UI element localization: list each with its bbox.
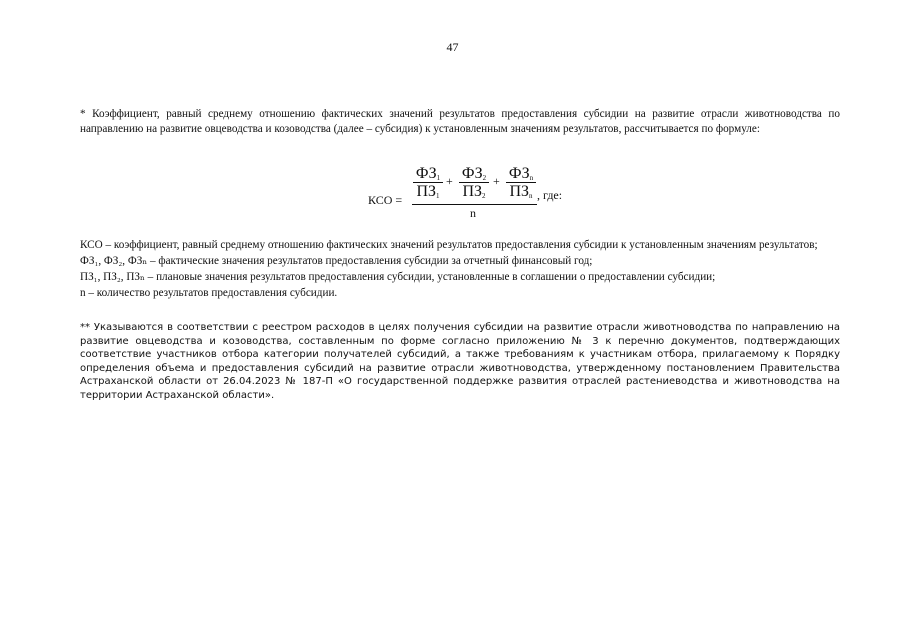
formula-term-2 (459, 166, 489, 199)
footnote-2-text: ** Указываются в соответствии с реестром расходов в целях получения субсидии на развитие отрасли животноводства по направлению на развитие овцеводства и козоводства, составленным по форме согласно приложению № 3 к перечню документов, подтверждающих соответствие участников отбора категории получателей субсидий, а также требованиям к участникам отбора, прилагаемому к Порядку определения объема и предоставления субсидий на развитие отрасли животноводства, утвержденному постановлением Правительства Астраханской области от 26.04.2023 № 187-П «О государственной поддержке развития отраслей растениеводства и животноводства на территории Астраханской области». (80, 322, 840, 401)
footnote-registry (80, 321, 840, 403)
term-n-denominator: $ПЗ_n$ (509, 183, 533, 200)
formula-main-bar (412, 204, 537, 205)
formula-plus-2: + (493, 174, 500, 188)
formula-denominator: n (470, 206, 476, 220)
definition-n: n – количество результатов предоставления субсидии. (80, 287, 338, 299)
formula-lhs: КСО = (368, 193, 403, 207)
term-2-denominator: $ПЗ_2$ (462, 183, 486, 200)
term-1-denominator: $ПЗ_1$ (416, 183, 440, 200)
footnote-formula-intro (80, 107, 840, 137)
definition-kso: КСО – коэффициент, равный среднему отношению фактических значений результатов предоставления субсидии к установленным значениям результатов; (80, 239, 818, 251)
definition-pz: ПЗ₁, ПЗ₂, ПЗₙ – плановые значения результатов предоставления субсидии, установленные в соглашении о предоставлении субсидии; (80, 271, 716, 283)
formula-plus-1: + (446, 174, 453, 188)
page-number: 47 (446, 40, 459, 54)
definition-fz: ФЗ₁, ФЗ₂, ФЗₙ – фактические значения результатов предоставления субсидии за отчетный финансовый год; (80, 255, 593, 267)
formula-term-1 (413, 166, 443, 199)
term-2-numerator: $ФЗ_2$ (461, 165, 487, 182)
formula-term-n (506, 166, 536, 199)
formula-suffix: , где: (537, 188, 563, 202)
term-n-numerator: $ФЗ_n$ (508, 165, 534, 182)
term-1-numerator: $ФЗ_1$ (415, 165, 441, 182)
footnote-1-text: * Коэффициент, равный среднему отношению фактических значений результатов предоставления субсидии на развитие отрасли животноводства по направлению на развитие овцеводства и козоводства (далее – субсидия) к установленным значениям результатов, рассчитывается по формуле: (80, 108, 840, 135)
definitions (80, 238, 840, 302)
